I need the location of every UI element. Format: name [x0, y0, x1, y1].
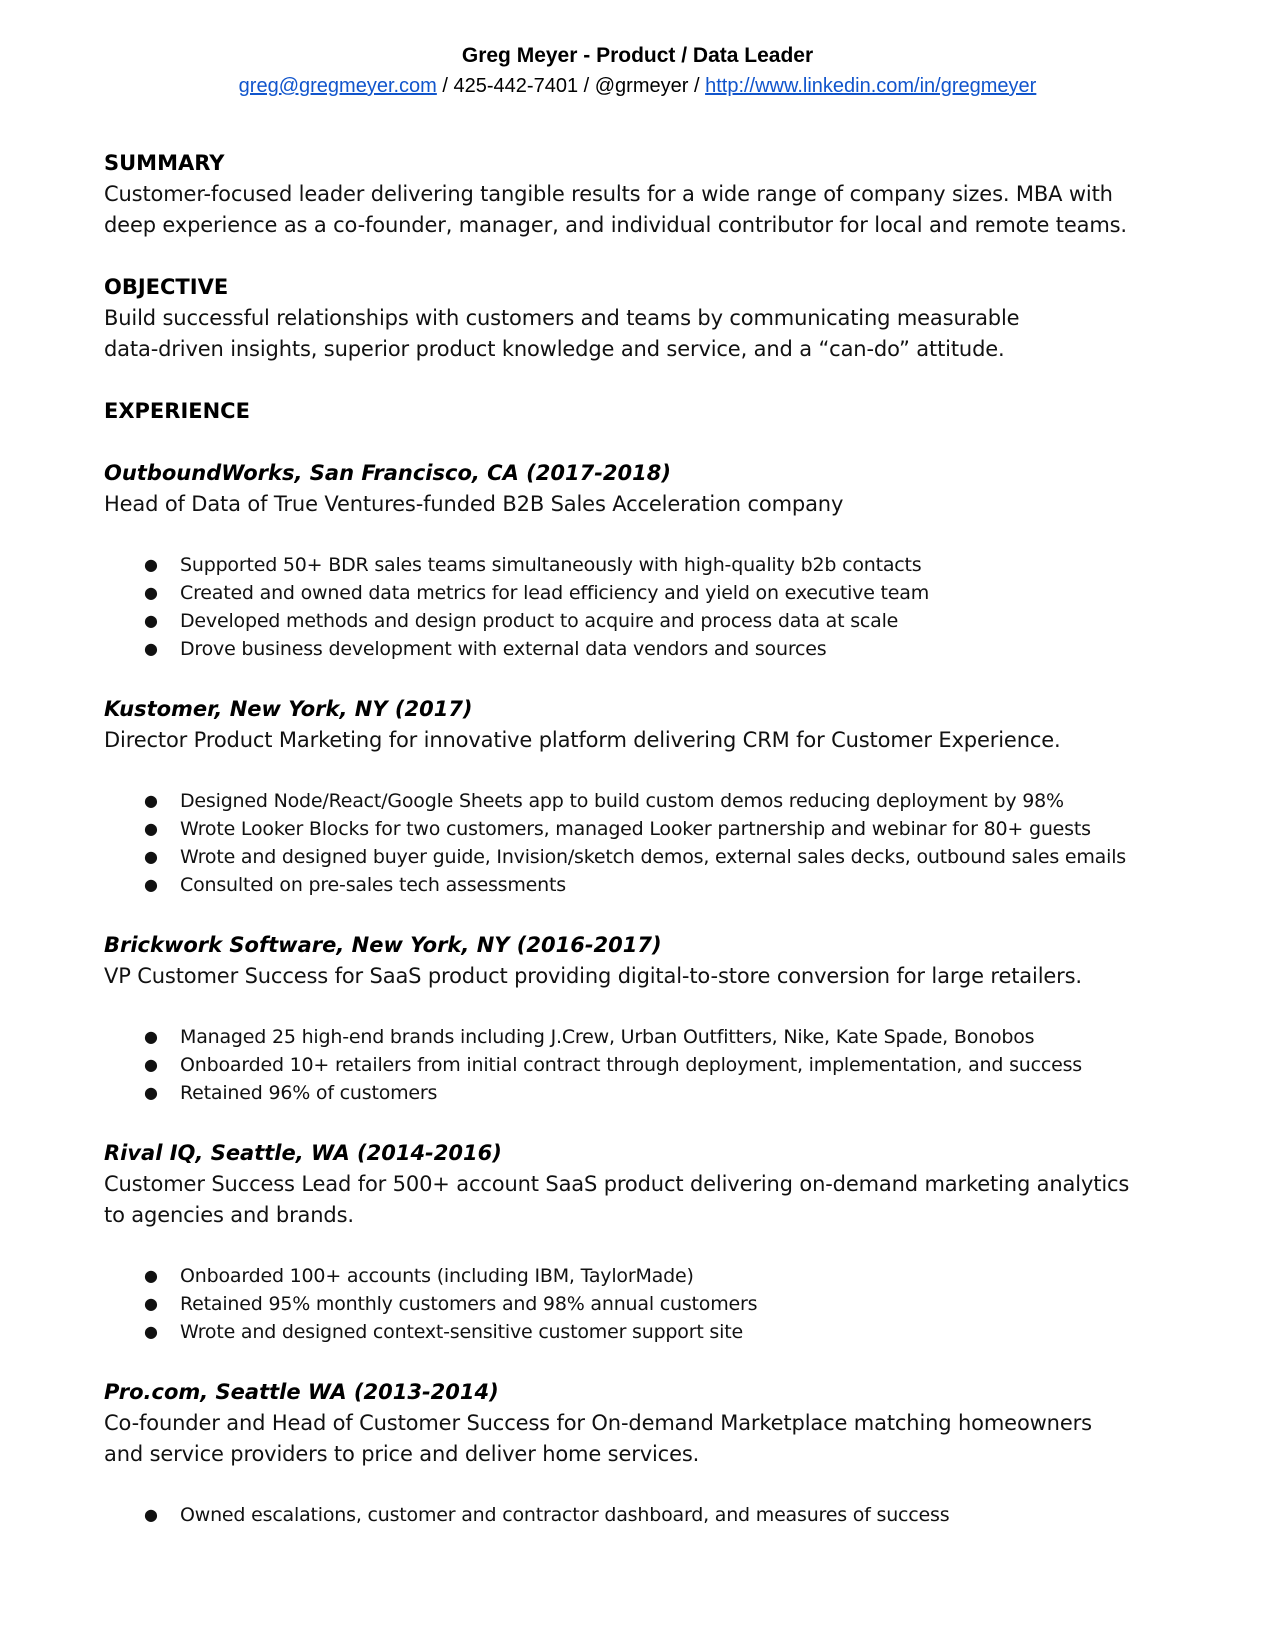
bullet-icon: ●: [144, 1027, 158, 1046]
objective-section: [104, 272, 1184, 365]
list-item: [104, 1290, 1184, 1318]
job-description: Co-founder and Head of Customer Success for On-demand Marketplace matching homeowners: [104, 1411, 1092, 1435]
job-description: to agencies and brands.: [104, 1203, 354, 1227]
list-item: [104, 815, 1184, 843]
job-bullets: [104, 1023, 1184, 1107]
job-bullets: [104, 1501, 1184, 1529]
objective-line: Build successful relationships with customers and teams by communicating measurable: [104, 306, 1020, 330]
bullet-text: Developed methods and design product to acquire and process data at scale: [180, 610, 899, 632]
bullet-icon: ●: [144, 875, 158, 894]
resume-body: [104, 148, 1184, 1529]
job-title: Kustomer, New York, NY (2017): [104, 697, 473, 721]
bullet-text: Onboarded 10+ retailers from initial contract through deployment, implementation, and success: [180, 1054, 1083, 1076]
bullet-text: Managed 25 high-end brands including J.Crew, Urban Outfitters, Nike, Kate Spade, Bonobos: [180, 1026, 1035, 1048]
bullet-icon: ●: [144, 1322, 158, 1341]
bullet-icon: ●: [144, 611, 158, 630]
bullet-text: Consulted on pre-sales tech assessments: [180, 874, 566, 896]
linkedin-link[interactable]: http://www.linkedin.com/in/gregmeyer: [705, 75, 1037, 97]
contact-separator: /: [578, 75, 595, 97]
job-description: Customer Success Lead for 500+ account SaaS product delivering on-demand marketing analytics: [104, 1172, 1130, 1196]
bullet-icon: ●: [144, 1055, 158, 1074]
list-item: [104, 607, 1184, 635]
resume-header: [0, 42, 1275, 100]
list-item: [104, 1051, 1184, 1079]
list-item: [104, 551, 1184, 579]
list-item: [104, 871, 1184, 899]
list-item: [104, 1023, 1184, 1051]
job-entry: [104, 694, 1184, 899]
section-heading: EXPERIENCE: [104, 399, 250, 423]
list-item: [104, 1501, 1184, 1529]
summary-section: [104, 148, 1184, 241]
job-bullets: [104, 787, 1184, 899]
job-entry: [104, 1377, 1184, 1529]
name-title: Greg Meyer - Product / Data Leader: [461, 44, 814, 67]
bullet-icon: ●: [144, 1505, 158, 1524]
job-description: Director Product Marketing for innovative platform delivering CRM for Customer Experience.: [104, 728, 1061, 752]
bullet-text: Retained 96% of customers: [180, 1082, 438, 1104]
bullet-icon: ●: [144, 819, 158, 838]
job-bullets: [104, 551, 1184, 663]
bullet-text: Onboarded 100+ accounts (including IBM, TaylorMade): [180, 1265, 694, 1287]
contact-separator: /: [436, 75, 454, 97]
bullet-text: Retained 95% monthly customers and 98% annual customers: [180, 1293, 758, 1315]
job-bullets: [104, 1262, 1184, 1346]
section-heading: SUMMARY: [104, 151, 225, 175]
list-item: [104, 843, 1184, 871]
list-item: [104, 1079, 1184, 1107]
list-item: [104, 579, 1184, 607]
bullet-icon: ●: [144, 1266, 158, 1285]
job-title: Pro.com, Seattle WA (2013-2014): [104, 1380, 499, 1404]
bullet-icon: ●: [144, 791, 158, 810]
section-heading: OBJECTIVE: [104, 275, 229, 299]
list-item: [104, 1262, 1184, 1290]
job-entry: [104, 1138, 1184, 1346]
bullet-text: Created and owned data metrics for lead efficiency and yield on executive team: [180, 582, 930, 604]
bullet-text: Wrote and designed buyer guide, Invision/sketch demos, external sales decks, outbound sales emails: [180, 846, 1126, 868]
list-item: [104, 787, 1184, 815]
bullet-icon: ●: [144, 555, 158, 574]
job-description: Head of Data of True Ventures-funded B2B Sales Acceleration company: [104, 492, 844, 516]
job-title: OutboundWorks, San Francisco, CA (2017-2018): [104, 461, 671, 485]
summary-line: deep experience as a co-founder, manager, and individual contributor for local and remote teams.: [104, 213, 1127, 237]
bullet-text: Wrote Looker Blocks for two customers, managed Looker partnership and webinar for 80+ guests: [180, 818, 1091, 840]
job-entry: [104, 458, 1184, 663]
bullet-icon: ●: [144, 1294, 158, 1313]
bullet-text: Designed Node/React/Google Sheets app to build custom demos reducing deployment by 98%: [180, 790, 1064, 812]
experience-section: [104, 396, 1184, 1529]
bullet-icon: ●: [144, 847, 158, 866]
job-entry: [104, 930, 1184, 1107]
list-item: [104, 1318, 1184, 1346]
email-link[interactable]: greg@gregmeyer.com: [238, 75, 437, 97]
bullet-text: Wrote and designed context-sensitive customer support site: [180, 1321, 743, 1343]
twitter-handle: @grmeyer: [594, 75, 689, 97]
objective-line: data-driven insights, superior product knowledge and service, and a “can-do” attitude.: [104, 337, 1005, 361]
bullet-text: Owned escalations, customer and contractor dashboard, and measures of success: [180, 1504, 950, 1526]
bullet-text: Drove business development with external data vendors and sources: [180, 638, 827, 660]
list-item: [104, 635, 1184, 663]
contact-separator: /: [688, 75, 706, 97]
bullet-text: Supported 50+ BDR sales teams simultaneously with high-quality b2b contacts: [180, 554, 922, 576]
job-description: and service providers to price and deliver home services.: [104, 1442, 700, 1466]
bullet-icon: ●: [144, 639, 158, 658]
summary-line: Customer-focused leader delivering tangible results for a wide range of company sizes. MBA with: [104, 182, 1113, 206]
job-title: Rival IQ, Seattle, WA (2014-2016): [104, 1141, 502, 1165]
job-description: VP Customer Success for SaaS product providing digital-to-store conversion for large retailers.: [104, 964, 1082, 988]
bullet-icon: ●: [144, 1083, 158, 1102]
contact-line: [0, 72, 1275, 100]
phone-number: 425-442-7401: [453, 75, 579, 97]
job-title: Brickwork Software, New York, NY (2016-2017): [104, 933, 662, 957]
bullet-icon: ●: [144, 583, 158, 602]
